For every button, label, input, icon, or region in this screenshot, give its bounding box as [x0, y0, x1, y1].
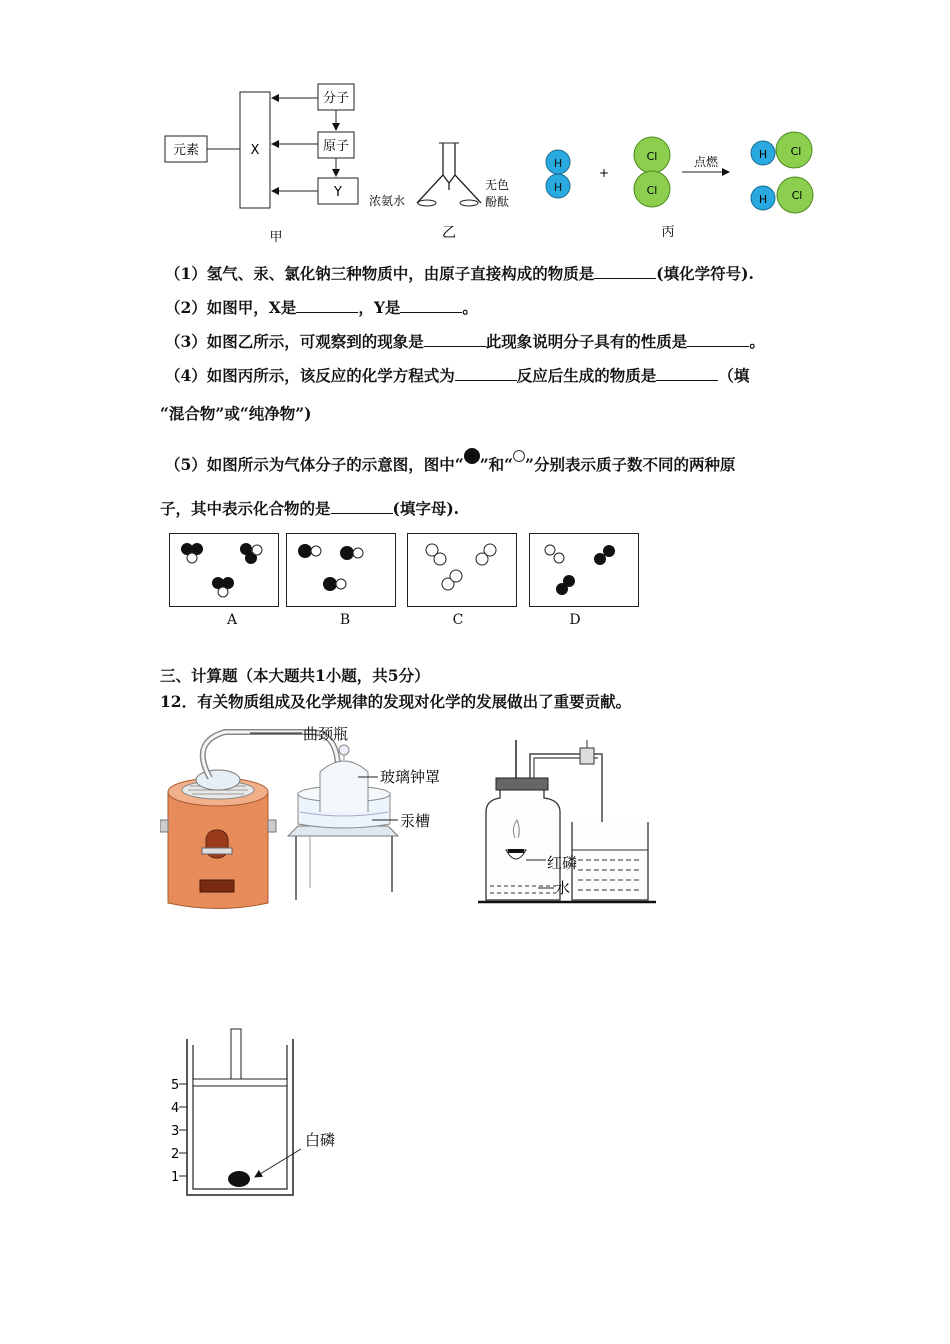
gongcao-label: 汞槽 — [400, 812, 431, 830]
blank-q5[interactable] — [331, 499, 393, 514]
jia-caption: 甲 — [269, 230, 283, 245]
plus-sign: + — [598, 166, 610, 180]
figure-bing — [535, 130, 835, 245]
svg-text:3: 3 — [171, 1124, 180, 1139]
question-12: 12．有关物质组成及化学规律的发现对化学的发展做出了重要贡献。 — [160, 692, 632, 711]
figure-yi — [365, 135, 525, 245]
shui-label: 水 — [555, 879, 571, 897]
svg-text:4: 4 — [171, 1101, 180, 1116]
blank-q1[interactable] — [594, 264, 656, 279]
question-4-line2: “混合物”或“纯净物”) — [160, 404, 312, 423]
svg-text:2: 2 — [171, 1147, 180, 1162]
yi-caption: 乙 — [442, 225, 456, 241]
blank-q3-b[interactable] — [687, 332, 749, 347]
yuansu-label: 元素 — [172, 143, 200, 158]
option-d-box — [529, 533, 639, 607]
black-atom-icon — [464, 448, 480, 464]
option-d-label[interactable]: D — [569, 612, 581, 628]
option-b-box — [286, 533, 396, 607]
option-c-label[interactable]: C — [452, 612, 464, 628]
svg-text:1: 1 — [171, 1170, 180, 1185]
question-3: （3）如图乙所示，可观察到的现象是 此现象说明分子具有的性质是 。 — [165, 332, 765, 351]
svg-text:5: 5 — [171, 1078, 180, 1093]
question-5: （5）如图所示为气体分子的示意图，图中“ ”和“ ”分别表示质子数不同的两种原 — [165, 448, 735, 475]
option-a-label[interactable]: A — [226, 612, 238, 628]
option-a-box — [169, 533, 279, 607]
svg-text:H: H — [758, 148, 768, 161]
figure-cylinder — [165, 1025, 355, 1205]
svg-text:Cl: Cl — [646, 150, 658, 163]
x-label: X — [250, 143, 260, 158]
question-2: （2）如图甲，X是 ，Y是 。 — [165, 298, 478, 317]
yi-left-label: 浓氨水 — [369, 194, 406, 208]
section-3-heading: 三、计算题（本大题共1小题，共5分） — [160, 666, 430, 685]
question-1: （1）氢气、汞、氯化钠三种物质中，由原子直接构成的物质是 (填化学符号). — [165, 264, 754, 283]
svg-text:Cl: Cl — [790, 145, 802, 158]
yi-right-label-2: 酚酞 — [485, 195, 510, 209]
boli-label: 玻璃钟罩 — [380, 768, 441, 786]
blank-q4-a[interactable] — [455, 366, 517, 381]
figure-lavoisier-apparatus — [160, 720, 460, 915]
blank-q2-x[interactable] — [296, 298, 358, 313]
question-4: （4）如图丙所示，该反应的化学方程式为 反应后生成的物质是 （填 — [165, 366, 750, 385]
yi-right-label-1: 无色 — [485, 178, 510, 192]
y-label: Y — [334, 185, 342, 200]
blank-q2-y[interactable] — [400, 298, 462, 313]
figure-jia — [160, 78, 370, 248]
fenzi-label: 分子 — [322, 91, 350, 106]
bailin-label: 白磷 — [305, 1131, 336, 1149]
svg-text:Cl: Cl — [646, 184, 658, 197]
svg-text:Cl: Cl — [791, 189, 803, 202]
svg-text:H: H — [553, 157, 563, 170]
honglin-label: 红磷 — [547, 854, 578, 872]
svg-text:H: H — [553, 181, 563, 194]
bing-caption: 丙 — [661, 225, 675, 240]
svg-text:H: H — [758, 193, 768, 206]
blank-q3-a[interactable] — [424, 332, 486, 347]
option-b-label[interactable]: B — [339, 612, 351, 628]
option-c-box — [407, 533, 517, 607]
yuanzi-label: 原子 — [322, 139, 350, 154]
dianran-label: 点燃 — [693, 155, 719, 169]
white-atom-icon — [513, 450, 525, 462]
qujingping-label: 曲颈瓶 — [303, 725, 349, 743]
question-5-line2: 子，其中表示化合物的是 (填字母). — [160, 499, 460, 518]
blank-q4-b[interactable] — [656, 366, 718, 381]
figure-bottle-apparatus — [478, 740, 663, 910]
